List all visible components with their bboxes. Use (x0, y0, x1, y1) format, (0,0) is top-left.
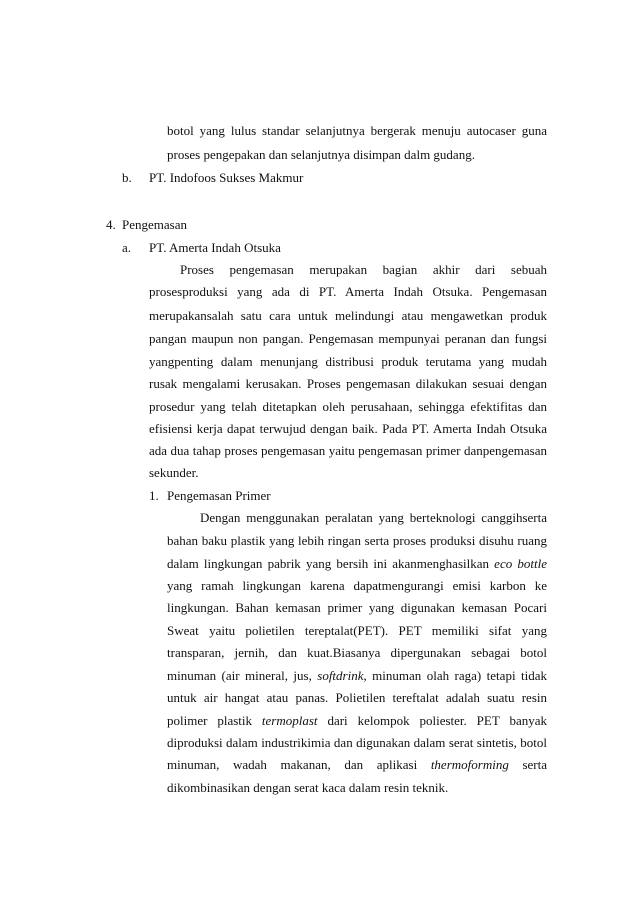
primer-line-8-text: minuman (air mineral, jus, (167, 668, 318, 683)
item-a-line-1: Proses pengemasan merupakan bagian akhir dari sebuah (180, 262, 547, 277)
item-a-line-2: prosesproduksi yang ada di PT. Amerta Indah Otsuka. Pengemasan (149, 284, 547, 299)
list-marker-a: a. (122, 240, 132, 255)
primer-line-13 (167, 780, 448, 796)
primer-line-12-text: minuman, wadah makanan, dan aplikasi (167, 757, 431, 772)
primer-line-4 (167, 578, 547, 594)
continuation-line-2: proses pengepakan dan selanjutnya disimpan dalm gudang. (167, 147, 475, 162)
primer-line-6 (167, 623, 547, 639)
primer-line-3-italic: eco bottle (494, 556, 547, 571)
item-a-line-10: sekunder. (149, 465, 199, 480)
primer-line-3 (167, 556, 547, 572)
primer-line-3-text: dalam lingkungan pabrik yang bersih ini akanmenghasilkan (167, 556, 495, 571)
primer-line-1-text: Dengan menggunakan peralatan yang berteknologi canggihserta (200, 510, 547, 525)
item-a-line-4: pangan maupun non pangan. Pengemasan mempunyai peranan dan fungsi (149, 331, 547, 346)
primer-line-5-text: lingkungan. Bahan kemasan primer yang digunakan kemasan Pocari (167, 600, 547, 615)
primer-line-9 (167, 690, 547, 706)
primer-line-5 (167, 600, 547, 616)
section-number-4: 4. (106, 217, 116, 232)
primer-line-8 (167, 668, 547, 684)
list-marker-1: 1. (149, 488, 159, 503)
primer-line-1 (200, 510, 547, 526)
primer-line-7-text: transparan, jernih, dan kuat.Biasanya dipergunakan sebagai botol (167, 645, 547, 660)
item-a-line-8: efisiensi kerja dapat terwujud dengan baik. Pada PT. Amerta Indah Otsuka (149, 421, 547, 436)
section-heading: Pengemasan (122, 217, 187, 232)
item-a-line-6: rusak mengalami kerusakan. Proses pengemasan dilakukan sesuai dengan (149, 376, 547, 391)
primer-line-10-italic: termoplast (261, 713, 318, 728)
primer-line-10 (167, 713, 547, 729)
item-a-line-3: merupakansalah satu cara untuk melindungi atau mengawetkan produk (149, 308, 547, 323)
item-a-title: PT. Amerta Indah Otsuka (149, 240, 281, 255)
continuation-line-1: botol yang lulus standar selanjutnya bergerak menuju autocaser guna (167, 123, 547, 138)
primer-line-11 (167, 735, 547, 751)
item-1-title: Pengemasan Primer (167, 488, 271, 503)
primer-line-6-text: Sweat yaitu polietilen tereptalat(PET). PET memiliki sifat yang (167, 623, 547, 638)
primer-line-10-text: polimer plastik (167, 713, 262, 728)
primer-line-2 (167, 533, 547, 549)
primer-line-8-tail: , minuman olah raga) tetapi tidak (363, 668, 547, 683)
primer-line-12-tail: serta (508, 757, 547, 772)
primer-line-7 (167, 645, 547, 661)
item-a-line-9: ada dua tahap proses pengemasan yaitu pengemasan primer danpengemasan (149, 443, 547, 458)
item-b-title: PT. Indofoos Sukses Makmur (149, 170, 304, 185)
primer-line-8-italic: softdrink (317, 668, 364, 683)
primer-line-2-text: bahan baku plastik yang lebih ringan serta proses produksi disuhu ruang (167, 533, 547, 548)
primer-line-12-italic: thermoforming (430, 757, 509, 772)
primer-line-12 (167, 757, 547, 773)
item-a-line-7: prosedur yang telah ditetapkan oleh perusahaan, sehingga efektifitas dan (149, 399, 547, 414)
primer-line-11-text: diproduksi dalam industrikimia dan digunakan dalam serat sintetis, botol (167, 735, 547, 750)
list-marker-b: b. (122, 170, 132, 185)
primer-line-13-text: dikombinasikan dengan serat kaca dalam resin teknik. (167, 780, 449, 795)
primer-line-4-text: yang ramah lingkungan karena dapatmengurangi emisi karbon ke (167, 578, 547, 593)
item-a-line-5: yangpenting dalam menunjang distribusi produk terutama yang mudah (149, 354, 547, 369)
primer-line-10-tail: dari kelompok poliester. PET banyak (317, 713, 547, 728)
primer-line-9-text: untuk air hangat atau panas. Polietilen tereftalat adalah suatu resin (167, 690, 547, 705)
